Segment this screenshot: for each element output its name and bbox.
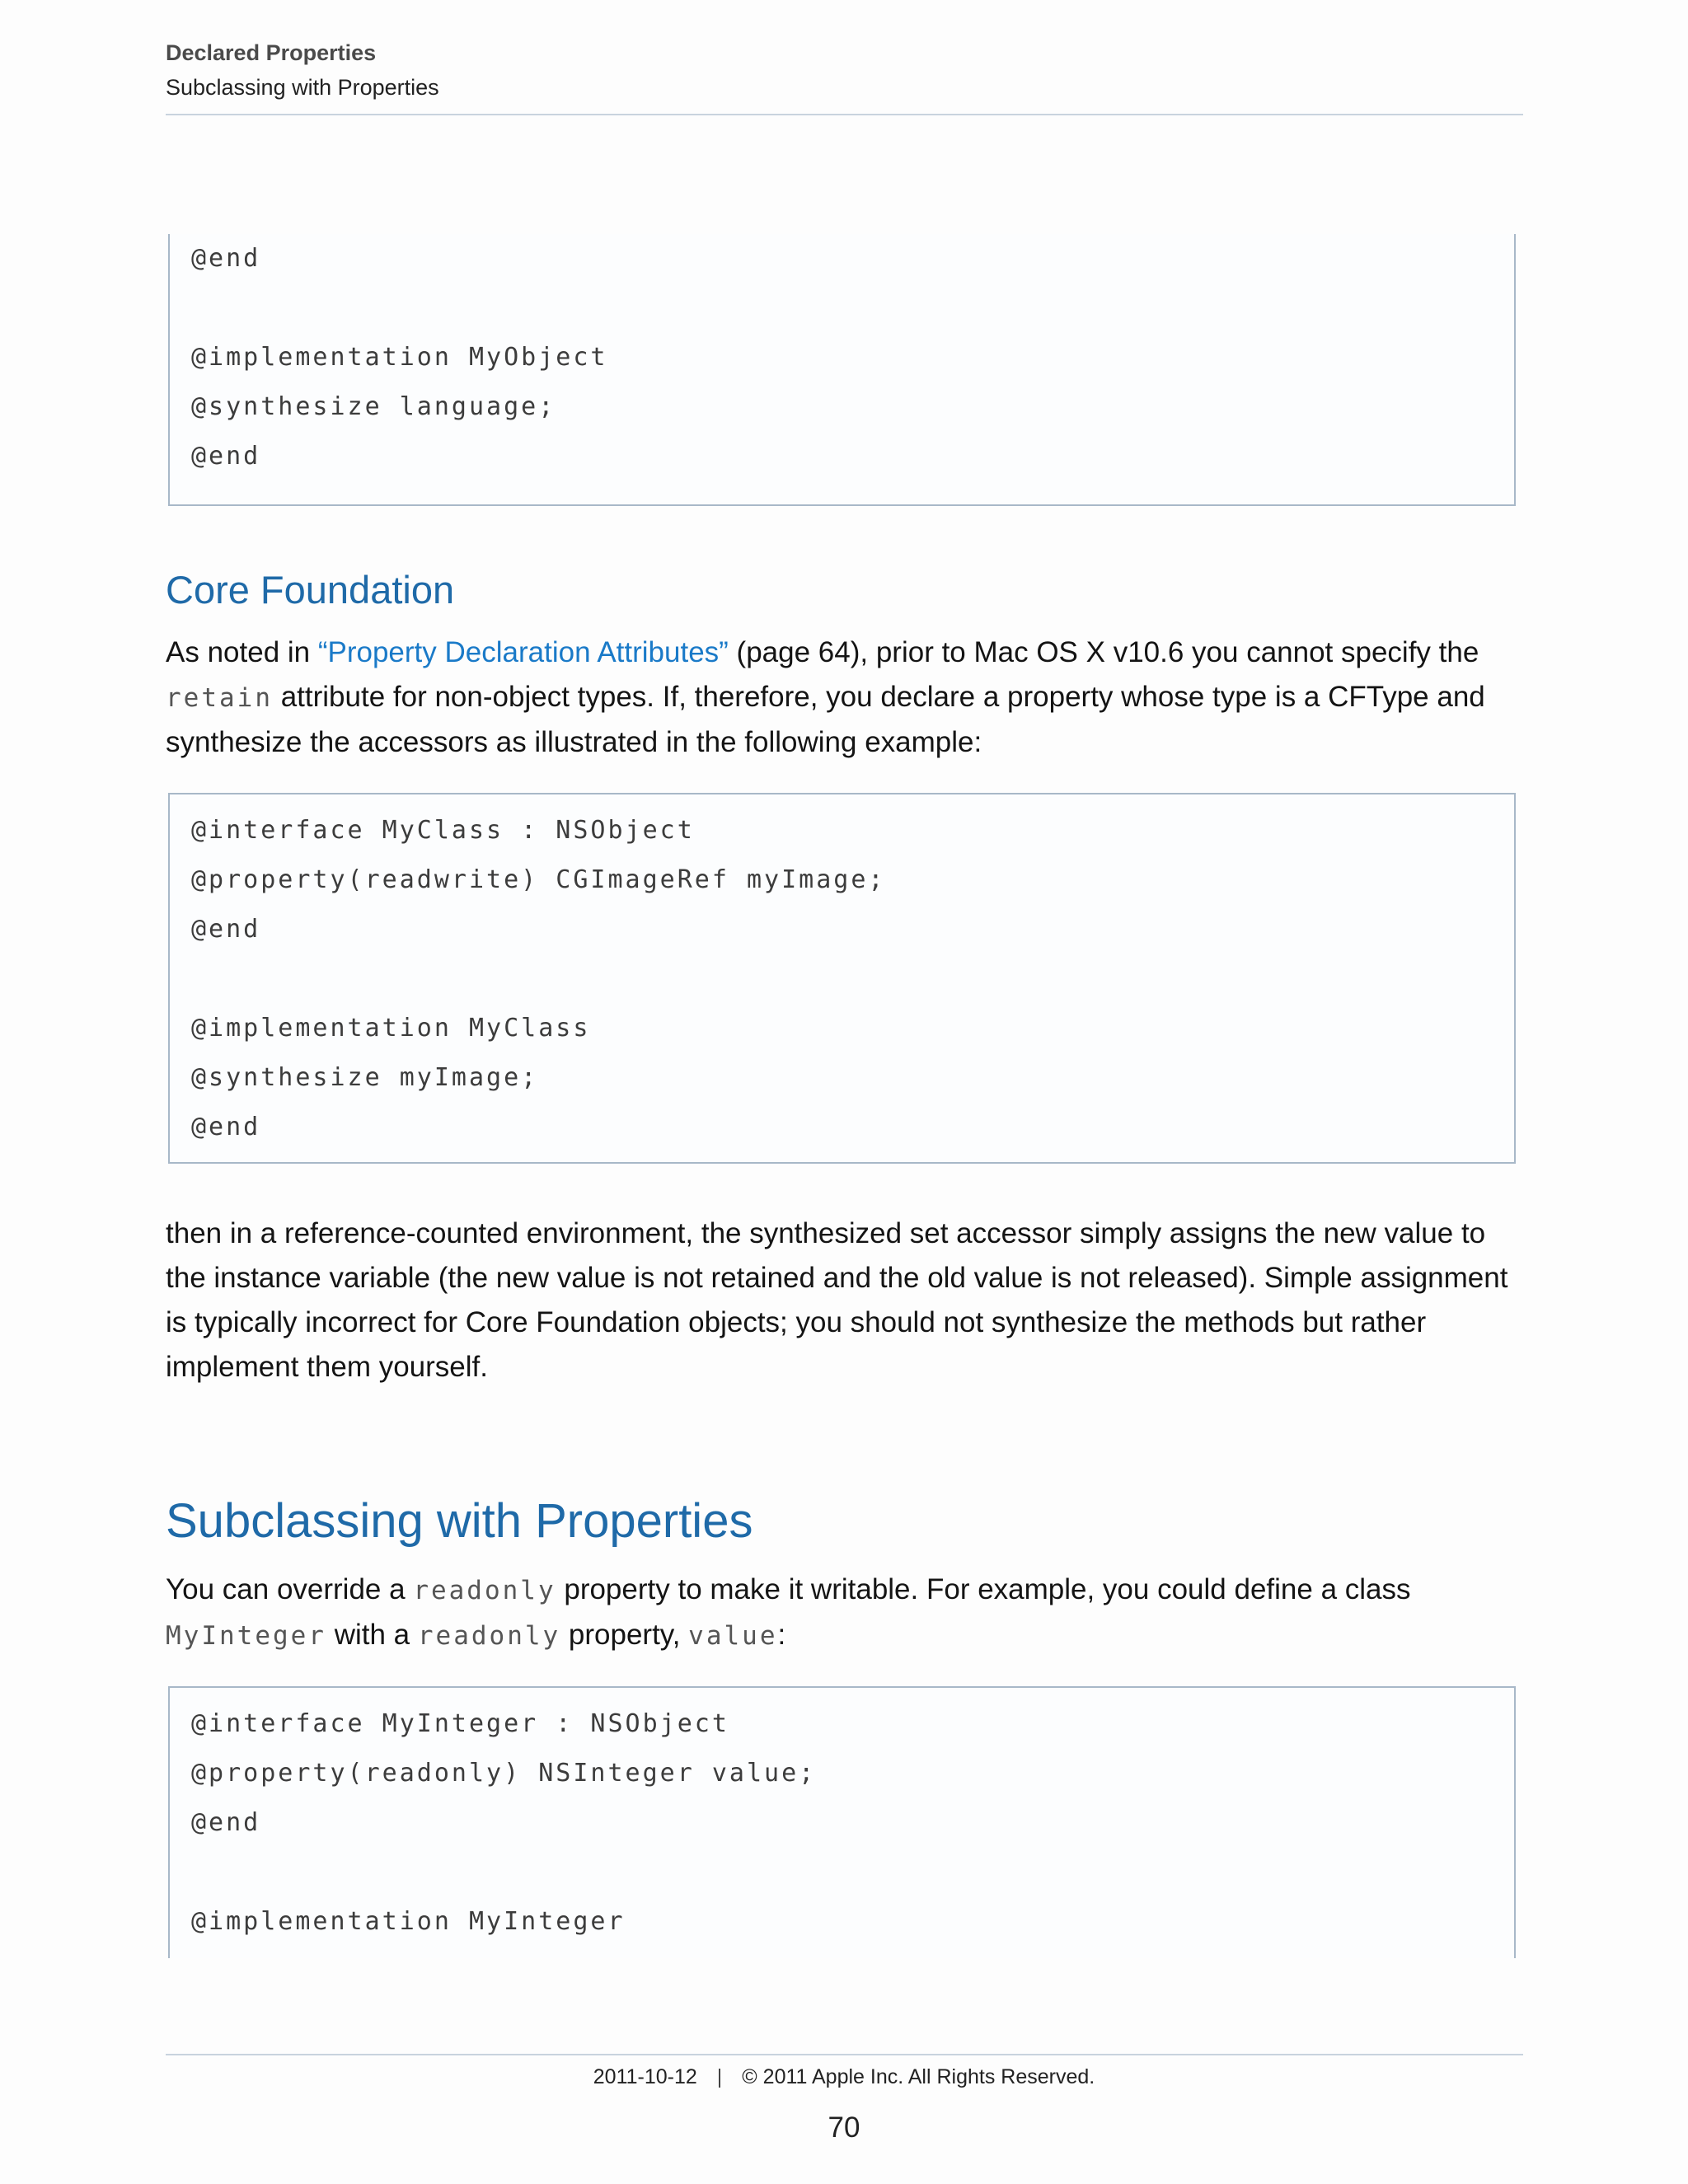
core-foundation-paragraph-2: then in a reference-counted environment, the synthesized set accessor simply assigns the new value to the instance variable (the new value is not retained and the old value is not released). Simple assignment is typically incorrect for Core Foundation objects; you should not synthesize the methods but rather implement them yourself.: [166, 1217, 1508, 1383]
chapter-title: Declared Properties: [166, 40, 377, 65]
text-run: property to make it writable. For example, you could define a class: [556, 1573, 1411, 1605]
code-line: @end: [191, 1113, 261, 1141]
text-run: property,: [560, 1619, 689, 1651]
section-title: Subclassing with Properties: [166, 75, 439, 100]
core-foundation-heading: Core Foundation: [166, 568, 455, 612]
text-run: :: [777, 1619, 786, 1651]
inline-code: retain: [166, 683, 273, 713]
text-run: You can override a: [166, 1573, 414, 1605]
code-line: @synthesize language;: [191, 392, 556, 421]
code-block-2: [168, 793, 1516, 1164]
code-line: @property(readonly) NSInteger value;: [191, 1759, 817, 1788]
code-line: @interface MyInteger : NSObject: [191, 1709, 729, 1738]
code-line: @synthesize myImage;: [191, 1063, 539, 1092]
text-run: attribute for non-object types. If, therefore, you declare a property whose type is a CFType and synthesize the accessors as illustrated in the following example:: [166, 681, 1485, 758]
property-declaration-attributes-link[interactable]: “Property Declaration Attributes”: [317, 636, 729, 668]
inline-code: readonly: [413, 1576, 556, 1605]
code-line: [170, 284, 1514, 333]
code-block-3: [168, 1686, 1516, 1958]
footer: [0, 2065, 1688, 2089]
code-line: @end: [191, 915, 261, 944]
subclassing-heading: Subclassing with Properties: [166, 1494, 753, 1548]
code-block-1: [168, 234, 1516, 506]
core-foundation-paragraph-1: [166, 630, 1526, 765]
code-line: @implementation MyClass: [191, 1014, 591, 1043]
code-line: @end: [191, 1808, 261, 1837]
text-run: (page 64), prior to Mac OS X v10.6 you cannot specify the: [728, 636, 1479, 668]
subclassing-paragraph: [166, 1568, 1526, 1658]
footer-separator: |: [716, 2065, 723, 2088]
code-line: @interface MyClass : NSObject: [191, 816, 695, 845]
text-run: with a: [326, 1619, 418, 1651]
code-line: @end: [191, 442, 261, 471]
inline-code: readonly: [417, 1621, 561, 1651]
code-line: @implementation MyInteger: [191, 1907, 626, 1936]
page-number: 70: [828, 2111, 860, 2144]
footer-date: 2011-10-12: [593, 2065, 697, 2088]
inline-code: value: [688, 1621, 778, 1651]
header-rule: [166, 114, 1523, 115]
footer-rule: [166, 2054, 1523, 2055]
code-line: [170, 954, 1514, 1004]
inline-code: MyInteger: [166, 1621, 326, 1651]
code-line: @property(readwrite) CGImageRef myImage;: [191, 865, 886, 894]
code-line: @implementation MyObject: [191, 343, 608, 372]
running-header: [166, 36, 439, 104]
code-line: [170, 1848, 1514, 1897]
footer-copyright: © 2011 Apple Inc. All Rights Reserved.: [742, 2065, 1095, 2088]
code-line: @end: [191, 244, 261, 273]
text-run: As noted in: [166, 636, 318, 668]
